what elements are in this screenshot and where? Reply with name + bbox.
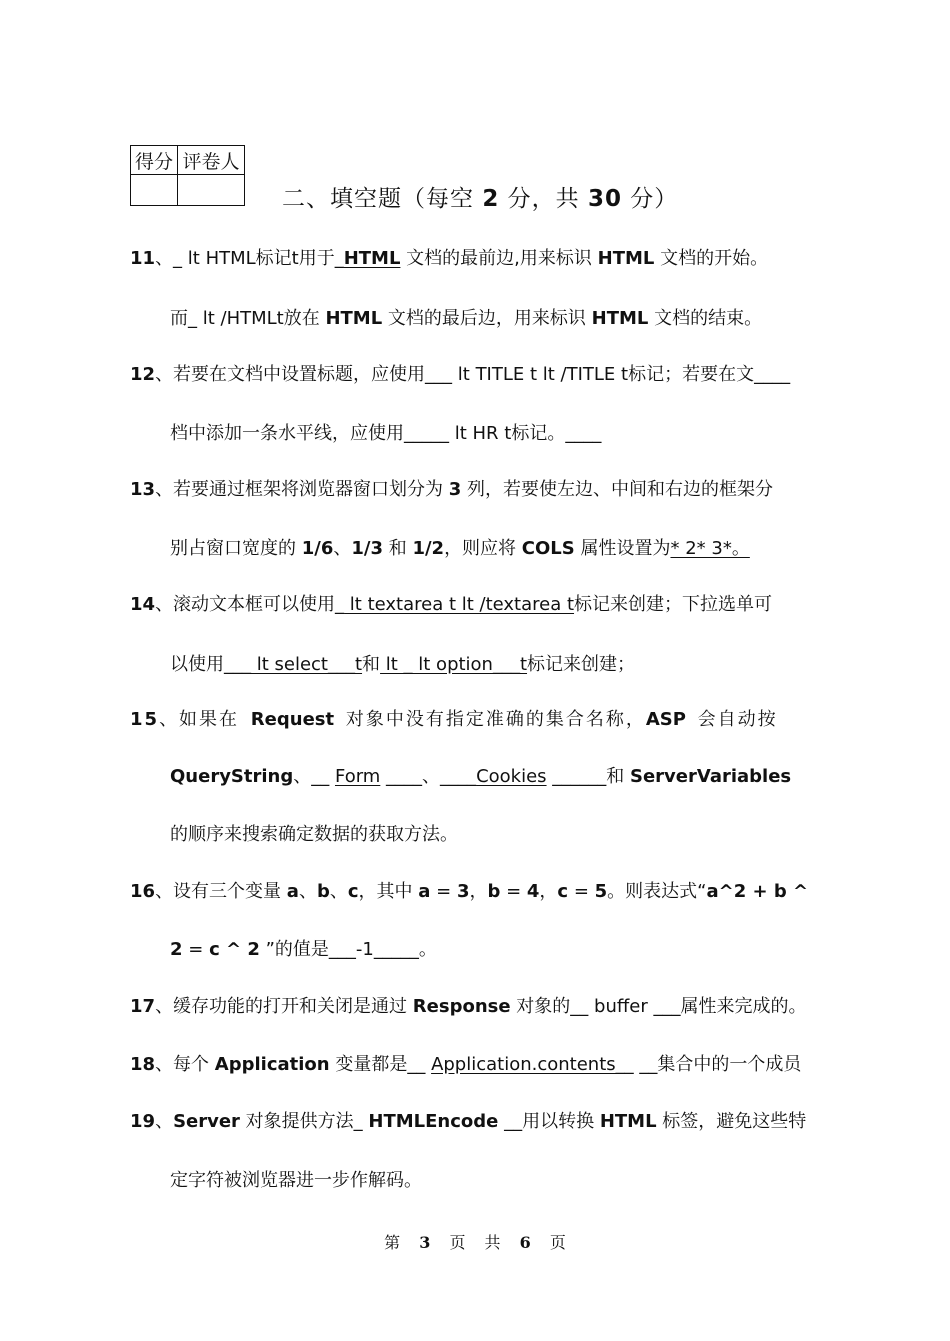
text: ASP (645, 709, 686, 730)
answer: Form (334, 766, 381, 787)
question-number: 12 (130, 364, 156, 385)
text: 、若要通过框架将浏览器窗口划分为 (155, 479, 449, 500)
text: HTML (591, 308, 649, 329)
text: 文档的最前边,用来标识 (400, 248, 598, 269)
text: 、滚动文本框可以使用_ (155, 594, 345, 615)
score-label: 得分 (131, 146, 178, 175)
text: 标记来创建； (527, 654, 636, 675)
text: 和 (362, 654, 381, 675)
question-number: 15 (130, 709, 160, 730)
text: t放在 (276, 308, 326, 329)
footer-text: 第 (384, 1233, 401, 1252)
q18-line1 (130, 1052, 801, 1078)
text: 标记；若要在文____ (628, 364, 791, 385)
text: 1/3 (351, 538, 383, 559)
question-number: 17 (130, 996, 156, 1017)
question-number: 18 (130, 1054, 156, 1075)
question-number: 14 (130, 594, 156, 615)
text: QueryString (170, 766, 294, 787)
text: c (557, 881, 569, 902)
section-title-points: 2 (482, 186, 500, 212)
score-table (130, 145, 245, 206)
text: 属性设置为 (574, 538, 671, 559)
text: ，则应将 (444, 538, 522, 559)
text: a^2 + b ^ (706, 881, 809, 902)
text: Application (214, 1054, 330, 1075)
text: c ^ 2 (209, 939, 260, 960)
text: HTML (597, 248, 655, 269)
text: 4 (526, 881, 540, 902)
text: HTML (599, 1111, 657, 1132)
answer: HTML (343, 248, 401, 269)
page-number: 3 (419, 1233, 431, 1252)
text: 1/6 (301, 538, 334, 559)
q15-line1 (130, 707, 778, 733)
q16-line2 (170, 937, 437, 963)
answer: 、若要在文档中设置标题，应使用___ lt TITLE t lt /TITLE t (155, 364, 629, 385)
text: = (182, 939, 210, 960)
text: __ __集合中的一个成员 (615, 1054, 802, 1075)
text: 3 (456, 881, 470, 902)
text: __用以转换 (498, 1111, 600, 1132)
text: 5 (594, 881, 608, 902)
text: ______和 (546, 766, 630, 787)
text: 、缓存功能的打开和关闭是通过 (155, 996, 413, 1017)
text: a (286, 881, 299, 902)
q14-line2 (170, 652, 635, 678)
text: 、 (298, 881, 317, 902)
text: 定字符被浏览器进一步作解码。 (170, 1170, 422, 1191)
text: 变量都是__ (329, 1054, 432, 1075)
text: ____、____ (380, 766, 477, 787)
grader-cell (178, 175, 245, 206)
text: 会自动按 (685, 709, 778, 730)
question-number: 13 (130, 479, 156, 500)
text: 、设有三个变量 (155, 881, 287, 902)
text: a (418, 881, 431, 902)
section-title-total: 30 (587, 186, 622, 212)
score-cell (131, 175, 178, 206)
text: 对象中没有指定准确的集合名称， (334, 709, 646, 730)
grader-label: 评卷人 (178, 146, 245, 175)
q12-line2 (170, 421, 601, 447)
text: 、__ (293, 766, 335, 787)
text: 标记来创建；下拉选单可 (574, 594, 773, 615)
q11-line2 (170, 306, 762, 332)
text: c (347, 881, 359, 902)
text: 对象提供方法_ (239, 1111, 369, 1132)
text: Server (173, 1111, 240, 1132)
q11-line1 (130, 246, 768, 272)
answer: lt _ lt option___t (380, 654, 528, 675)
answer: lt textarea t lt /textarea t (344, 594, 575, 615)
text: COLS (521, 538, 575, 559)
footer-text: 共 (484, 1233, 501, 1252)
section-title (282, 180, 678, 213)
footer-text: 页 (449, 1233, 466, 1252)
answer: -1 (355, 939, 374, 960)
text: 、 (329, 881, 348, 902)
page-footer (0, 1230, 950, 1253)
q13-line2 (170, 536, 750, 562)
answer: HTMLEncode (368, 1111, 499, 1132)
text: 、 (155, 1111, 174, 1132)
text: 文档的最后边，用来标识 (382, 308, 592, 329)
q12-line1 (130, 362, 790, 388)
text: 的顺序来搜索确定数据的获取方法。 (170, 824, 458, 845)
q19-line1 (130, 1109, 806, 1135)
text: ”的值是___ (259, 939, 356, 960)
text: 标签，避免这些特 (656, 1111, 807, 1132)
text: _____。 (373, 939, 437, 960)
text: 用于_ (298, 248, 344, 269)
text: 、 (333, 538, 352, 559)
footer-text: 页 (549, 1233, 566, 1252)
text: ， (469, 881, 488, 902)
q16-line1 (130, 879, 808, 905)
text: 2 (170, 939, 183, 960)
text: HTML (325, 308, 383, 329)
question-number: 19 (130, 1111, 156, 1132)
q13-line1 (130, 477, 773, 503)
q19-line2 (170, 1168, 422, 1194)
text: 、_ lt HTML标记t (155, 248, 299, 269)
text: 别占窗口宽度的 (170, 538, 302, 559)
answer: 档中添加一条水平线，应使用_____ lt HR t (170, 423, 512, 444)
text: Response (412, 996, 511, 1017)
answer: _ lt select___t (242, 654, 363, 675)
text: 1/2 (412, 538, 445, 559)
q17-line1 (130, 994, 806, 1020)
answer: Application.contents (431, 1054, 616, 1075)
text: ServerVariables (630, 766, 792, 787)
q15-line2 (170, 764, 791, 790)
section-title-part: 分，共 (499, 186, 588, 212)
text: 、如果在 (159, 709, 251, 730)
question-number: 11 (130, 248, 156, 269)
text: ，其中 (358, 881, 419, 902)
q14-line1 (130, 592, 772, 618)
answer: 对象的__ buffer ___属性来完成的。 (510, 996, 807, 1017)
section-title-part: 二、填空题（每空 (282, 186, 483, 212)
text: 和 (382, 538, 413, 559)
text: 以使用__ (170, 654, 242, 675)
text: = (500, 881, 527, 902)
text: 。则表达式“ (607, 881, 707, 902)
text: 3 (448, 479, 462, 500)
text: Request (250, 709, 335, 730)
q15-line3 (170, 822, 458, 848)
page-total: 6 (519, 1233, 531, 1252)
text: 标记。____ (511, 423, 602, 444)
text: 、每个 (155, 1054, 215, 1075)
text: 文档的结束。 (648, 308, 763, 329)
text: 列，若要使左边、中间和右边的框架分 (461, 479, 774, 500)
text: = (430, 881, 457, 902)
answer: 而_ lt /HTML (170, 308, 277, 329)
text: = (568, 881, 595, 902)
section-title-part: 分） (621, 186, 679, 212)
text: b (487, 881, 501, 902)
text: ， (539, 881, 558, 902)
answer: Cookies (476, 766, 547, 787)
answer: * 2* 3*。 (670, 538, 750, 559)
question-number: 16 (130, 881, 156, 902)
text: 文档的开始。 (654, 248, 769, 269)
text: b (316, 881, 330, 902)
